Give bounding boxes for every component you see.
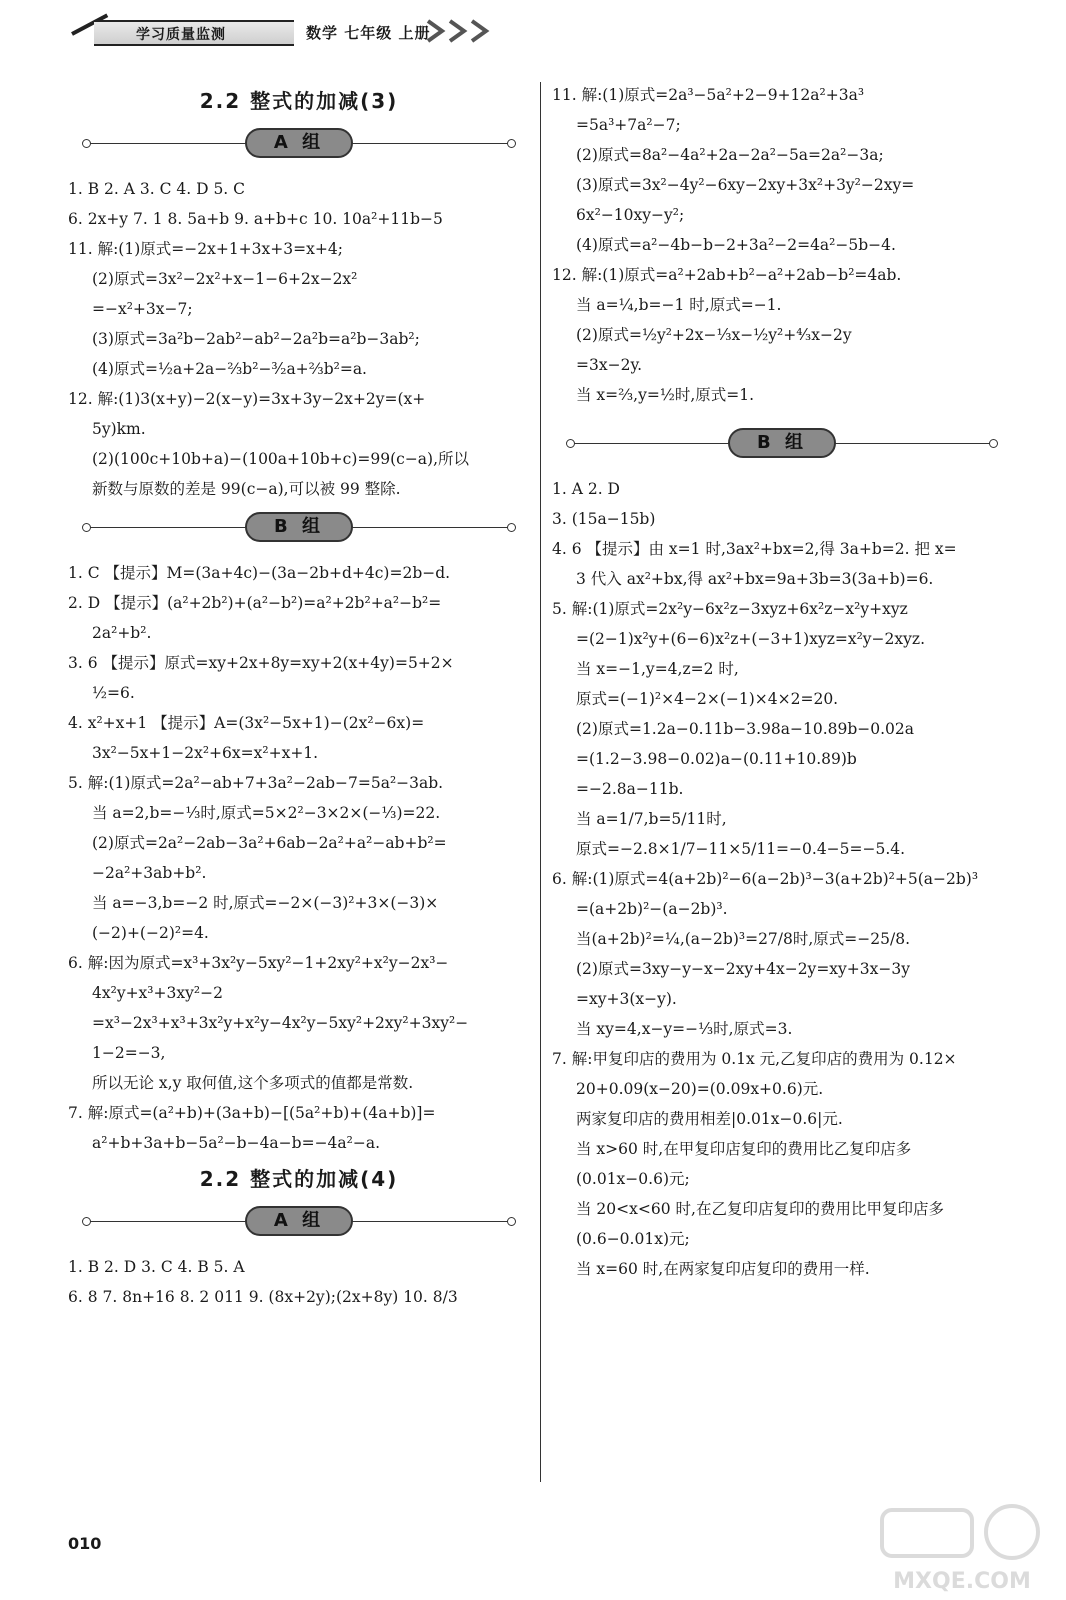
page-header [72,14,512,46]
answer-line: 原式=−2.8×1/7−11×5/11=−0.4−5=−5.4. [576,840,906,858]
answer-line: 4x²y+x³+3xy²−2 [92,984,223,1002]
answer-line: 11. 解:(1)原式=2a³−5a²+2−9+12a²+3a³ [552,86,865,104]
answer-line: −2a²+3ab+b². [92,864,207,882]
answer-line: 3 代入 ax²+bx,得 ax²+bx=9a+3b=3(3a+b)=6. [576,570,934,588]
answer-line: 2. D 【提示】(a²+2b²)+(a²−b²)=a²+2b²+a²−b²= [68,594,442,612]
answer-line: (2)(100c+10b+a)−(100a+10b+c)=99(c−a),所以 [92,450,470,468]
section-title: 2.2 整式的加减(3) [199,89,399,113]
answer-line: =xy+3(x−y). [576,990,677,1008]
answer-line: 4. 6 【提示】由 x=1 时,3ax²+bx=2,得 3a+b=2. 把 x= [552,540,957,558]
answer-line: (2)原式=½y²+2x−⅓x−½y²+⁴⁄₃x−2y [576,326,852,344]
answer-line: 2a²+b². [92,624,152,642]
answer-line: 1. B 2. D 3. C 4. B 5. A [68,1258,245,1276]
answer-line: 当 x=−1,y=4,z=2 时, [576,660,739,678]
answer-line: 1. C 【提示】M=(3a+4c)−(3a−2b+d+4c)=2b−d. [68,564,451,582]
answer-line: 当 xy=4,x−y=−⅓时,原式=3. [576,1020,793,1038]
right-column [552,80,1012,1284]
watermark-logo [872,1496,1052,1596]
section-title: 2.2 整式的加减(4) [199,1167,399,1191]
column-divider [540,82,541,1482]
answer-line: 7. 解:原式=(a²+b)+(3a+b)−[(5a²+b)+(4a+b)]= [68,1104,436,1122]
answer-line: (0.6−0.01x)元; [576,1230,690,1248]
answer-line: 7. 解:甲复印店的费用为 0.1x 元,乙复印店的费用为 0.12× [552,1050,957,1068]
group-b-banner [68,510,530,546]
answer-line: 新数与原数的差是 99(c−a),可以被 99 整除. [92,480,401,498]
answer-line: 两家复印店的费用相差|0.01x−0.6|元. [576,1110,843,1128]
answer-line: (2)原式=3xy−y−x−2xy+4x−2y=xy+3x−3y [576,960,910,978]
answer-line: (2)原式=8a²−4a²+2a−2a²−5a=2a²−3a; [576,146,884,164]
answer-line: 3. 6 【提示】原式=xy+2x+8y=xy+2(x+4y)=5+2× [68,654,454,672]
answer-line: 12. 解:(1)原式=a²+2ab+b²−a²+2ab−b²=4ab. [552,266,902,284]
answer-list [68,1252,530,1312]
answer-line: 5. 解:(1)原式=2a²−ab+7+3a²−2ab−7=5a²−3ab. [68,774,444,792]
answer-line: (2)原式=1.2a−0.11b−3.98a−10.89b−0.02a [576,720,915,738]
answer-line: =(2−1)x²y+(6−6)x²z+(−3+1)xyz=x²y−2xyz. [576,630,925,648]
answer-line: 6x²−10xy−y²; [576,206,685,224]
answer-line: 1−2=−3, [92,1044,166,1062]
page-number: 010 [68,1534,102,1553]
answer-line: 6. 2x+y 7. 1 8. 5a+b 9. a+b+c 10. 10a²+11b−5 [68,210,443,228]
answer-list [68,558,530,1158]
answer-line: 12. 解:(1)3(x+y)−2(x−y)=3x+3y−2x+2y=(x+ [68,390,426,408]
answer-line: 当 a=¼,b=−1 时,原式=−1. [576,296,782,314]
answer-line: =(a+2b)²−(a−2b)³. [576,900,728,918]
group-a-banner [68,1204,530,1240]
answer-line: 当(a+2b)²=¼,(a−2b)³=27/8时,原式=−25/8. [576,930,911,948]
answer-list [552,80,1012,410]
answer-line: =−x²+3x−7; [92,300,193,318]
chevron-right-icon [468,18,498,44]
answer-line: 当 x=⅔,y=½时,原式=1. [576,386,755,404]
left-column [68,80,530,1312]
answer-line: (4)原式=½a+2a−⅔b²−³⁄₂a+⅔b²=a. [92,360,367,378]
answer-line: 6. 8 7. 8n+16 8. 2 011 9. (8x+2y);(2x+8y) 10. 8/3 [68,1288,458,1306]
answer-line: 当 a=−3,b=−2 时,原式=−2×(−3)²+3×(−3)× [92,894,439,912]
answer-line: 当 x>60 时,在甲复印店复印的费用比乙复印店多 [576,1140,912,1158]
answer-line: 6. 解:因为原式=x³+3x²y−5xy²−1+2xy²+x²y−2x³− [68,954,449,972]
answer-line: (2)原式=2a²−2ab−3a²+6ab−2a²+a²−ab+b²= [92,834,447,852]
book-brand: 学习质量监测 [94,20,294,46]
answer-line: 3x²−5x+1−2x²+6x=x²+x+1. [92,744,319,762]
answer-line: =x³−2x³+x³+3x²y+x²y−4x²y−5xy²+2xy²+3xy²− [92,1014,469,1032]
answer-line: 所以无论 x,y 取何值,这个多项式的值都是常数. [92,1074,414,1092]
answer-line: (3)原式=3x²−4y²−6xy−2xy+3x²+3y²−2xy= [576,176,915,194]
answer-line: (4)原式=a²−4b−b−2+3a²−2=4a²−5b−4. [576,236,896,254]
answer-line: 5. 解:(1)原式=2x²y−6x²z−3xyz+6x²z−x²y+xyz [552,600,908,618]
answer-line: 20+0.09(x−20)=(0.09x+0.6)元. [576,1080,824,1098]
answer-line: 当 a=1/7,b=5/11时, [576,810,727,828]
answer-line: (3)原式=3a²b−2ab²−ab²−2a²b=a²b−3ab²; [92,330,420,348]
watermark-text: MXQE.COM [893,1569,1031,1594]
answer-line: 1. B 2. A 3. C 4. D 5. C [68,180,246,198]
answer-line: 当 20<x<60 时,在乙复印店复印的费用比甲复印店多 [576,1200,944,1218]
answer-list [68,174,530,504]
book-subtitle: 数学 七年级 上册 [306,24,431,42]
answer-line: a²+b+3a+b−5a²−b−4a−b=−4a²−a. [92,1134,381,1152]
answer-line: 当 x=60 时,在两家复印店复印的费用一样. [576,1260,870,1278]
answer-line: =−2.8a−11b. [576,780,684,798]
group-b-banner [552,426,1012,462]
answer-line: 11. 解:(1)原式=−2x+1+3x+3=x+4; [68,240,343,258]
answer-line: (0.01x−0.6)元; [576,1170,690,1188]
answer-line: (2)原式=3x²−2x²+x−1−6+2x−2x² [92,270,358,288]
answer-line: 当 a=2,b=−⅓时,原式=5×2²−3×2×(−⅓)=22. [92,804,441,822]
answer-line: 3. (15a−15b) [552,510,656,528]
group-a-banner [68,126,530,162]
answer-line: ½=6. [92,684,135,702]
answer-line: =(1.2−3.98−0.02)a−(0.11+10.89)b [576,750,857,768]
answer-line: =3x−2y. [576,356,643,374]
group-label: B 组 [728,428,836,458]
answer-line: 原式=(−1)²×4−2×(−1)×4×2=20. [576,690,839,708]
answer-line: 6. 解:(1)原式=4(a+2b)²−6(a−2b)³−3(a+2b)²+5(a−2b)³ [552,870,979,888]
answer-line: (−2)+(−2)²=4. [92,924,209,942]
group-label: B 组 [245,512,353,542]
group-label: A 组 [245,128,353,158]
group-label: A 组 [245,1206,353,1236]
answer-line: 1. A 2. D [552,480,620,498]
answer-line: =5a³+7a²−7; [576,116,681,134]
answer-line: 5y)km. [92,420,146,438]
answer-list [552,474,1012,1284]
answer-line: 4. x²+x+1 【提示】A=(3x²−5x+1)−(2x²−6x)= [68,714,425,732]
